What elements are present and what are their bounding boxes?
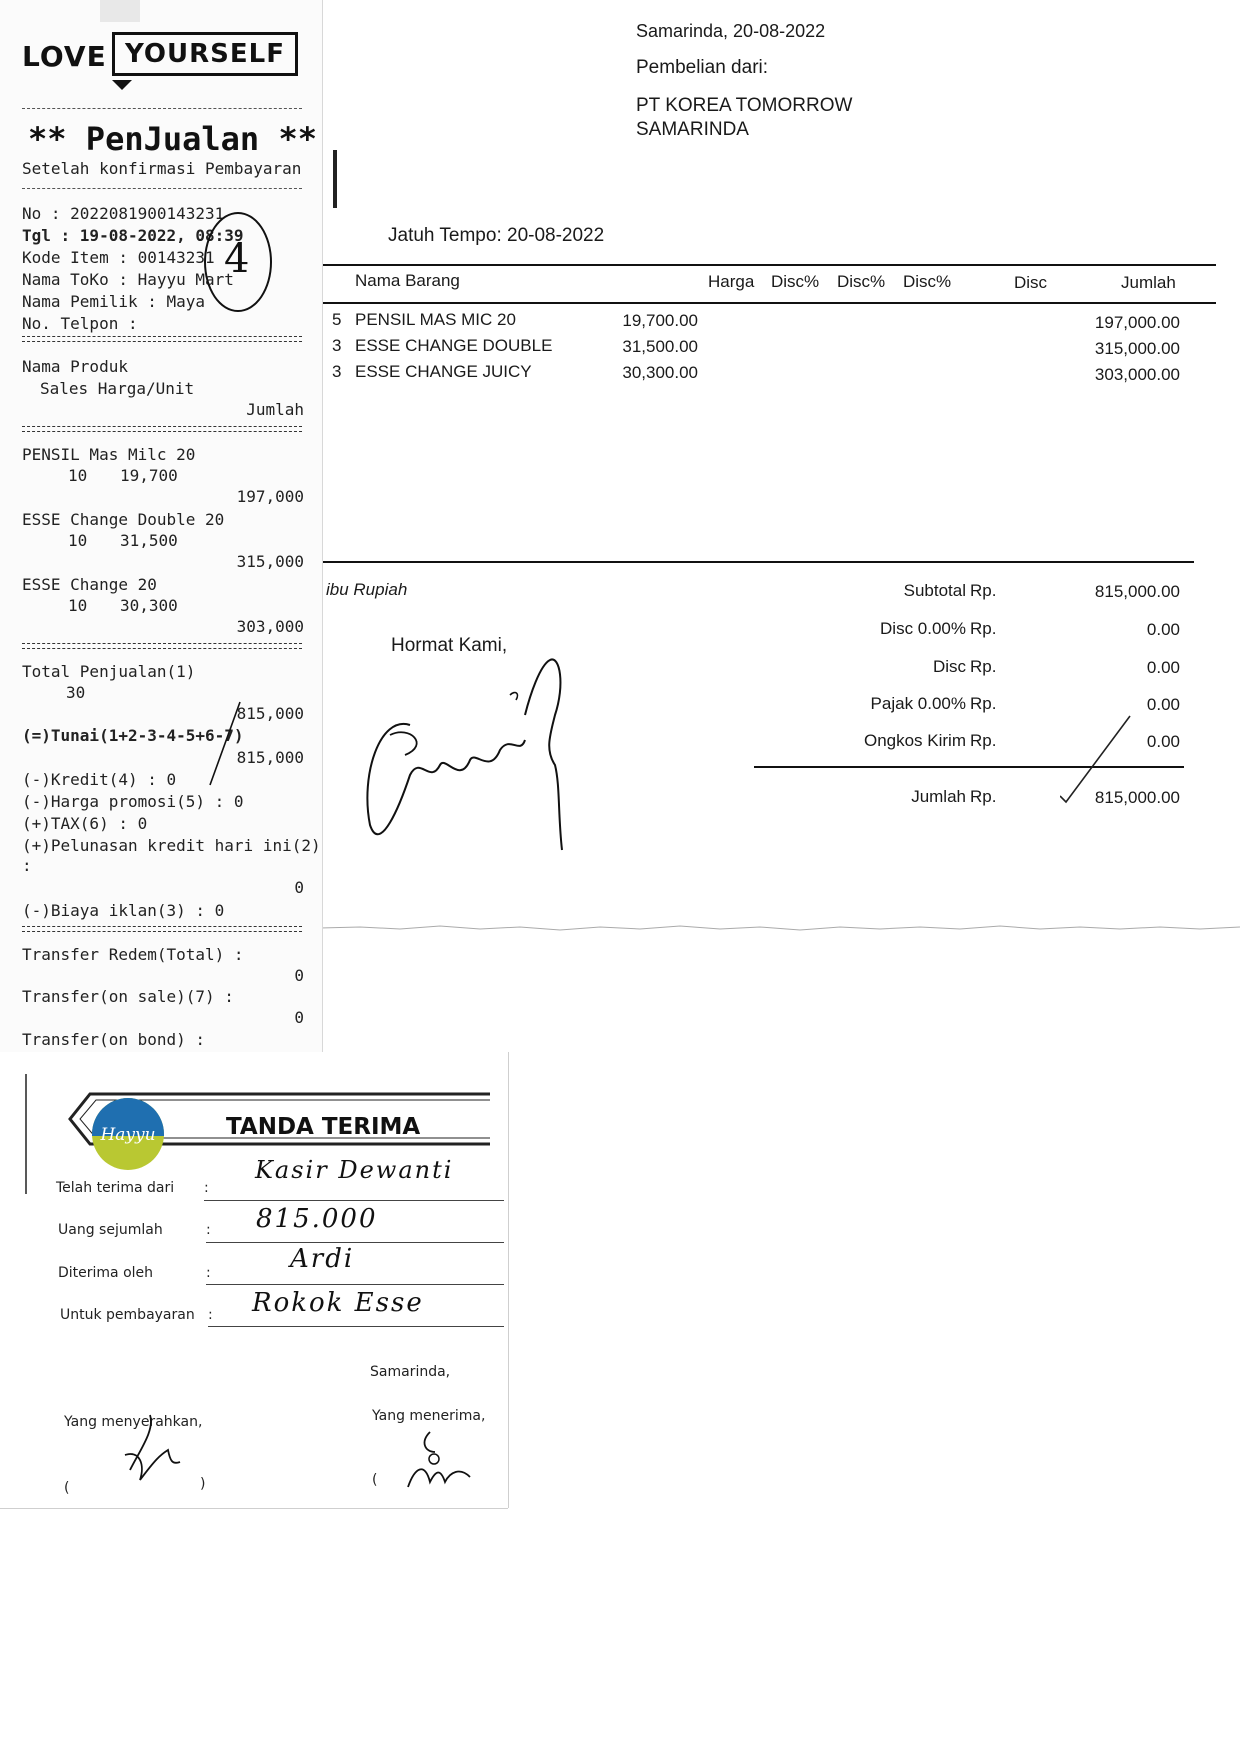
col-disc-pct-3: Disc% bbox=[903, 272, 952, 291]
col-nama-barang: Nama Barang bbox=[355, 271, 460, 290]
check-mark bbox=[1060, 714, 1160, 804]
col-product: Nama Produk bbox=[22, 357, 128, 376]
invoice-supplier-name: PT KOREA TOMORROW bbox=[636, 95, 853, 116]
col-disc-pct-2: Disc% bbox=[837, 272, 886, 291]
item-price: 30,300.00 bbox=[622, 363, 698, 382]
item-amount: 315,000.00 bbox=[1094, 339, 1180, 358]
field-colon: : bbox=[208, 1307, 213, 1323]
transfer-redem-value: 0 bbox=[294, 966, 304, 985]
total-value: 0.00 bbox=[1146, 658, 1180, 677]
invoice-sheet bbox=[320, 0, 1240, 930]
product-name: ESSE Change 20 bbox=[22, 575, 157, 594]
col-disc-pct-1: Disc% bbox=[771, 272, 820, 291]
col-disc: Disc bbox=[1014, 273, 1048, 292]
grand-total-value: 815,000.00 bbox=[1094, 788, 1180, 807]
invoice-purchase-from-label: Pembelian dari: bbox=[636, 57, 769, 78]
total-currency: Rp. bbox=[970, 657, 997, 676]
hayyu-logo bbox=[90, 1096, 166, 1172]
repayment-value: 0 bbox=[294, 878, 304, 897]
signature bbox=[350, 655, 590, 855]
logo-pointer bbox=[112, 80, 132, 90]
total-value: 0.00 bbox=[1146, 620, 1180, 639]
field-value-from: Kasir Dewanti bbox=[255, 1156, 454, 1184]
field-value-amount: 815.000 bbox=[256, 1204, 378, 1234]
product-unit-price: 30,300 bbox=[120, 596, 178, 615]
receipt-item-code: Kode Item : 00143231 bbox=[22, 248, 215, 267]
item-amount: 197,000.00 bbox=[1094, 313, 1180, 332]
total-label: Disc 0.00% bbox=[880, 619, 966, 638]
invoice-supplier-city: SAMARINDA bbox=[636, 119, 749, 140]
binder-mark bbox=[333, 150, 337, 208]
transfer-redem-label: Transfer Redem(Total) : bbox=[22, 945, 244, 964]
transfer-bond-label: Transfer(on bond) : bbox=[22, 1030, 206, 1049]
circled-mark-number: 4 bbox=[224, 236, 250, 282]
torn-edge bbox=[320, 924, 1240, 932]
field-line bbox=[206, 1284, 504, 1285]
giver-paren-close: ) bbox=[200, 1476, 206, 1492]
total-label: Subtotal bbox=[903, 581, 966, 600]
total-label: Pajak 0.00% bbox=[870, 694, 966, 713]
field-value-received-by: Ardi bbox=[290, 1244, 355, 1274]
thermal-receipt bbox=[0, 0, 322, 1052]
product-sales: 10 bbox=[68, 466, 88, 485]
total-currency: Rp. bbox=[970, 581, 997, 600]
amount-in-words: ibu Rupiah bbox=[326, 580, 408, 599]
receipt-slip bbox=[0, 1052, 508, 1508]
field-line bbox=[206, 1242, 504, 1243]
logo-love: LOVE bbox=[22, 40, 107, 73]
col-harga: Harga bbox=[708, 272, 755, 291]
cash-value: 815,000 bbox=[236, 748, 304, 767]
product-sales: 10 bbox=[68, 531, 88, 550]
total-currency: Rp. bbox=[970, 694, 997, 713]
promo-line: (-)Harga promosi(5) : 0 bbox=[22, 792, 244, 811]
total-sales-label: Total Penjualan(1) bbox=[22, 662, 196, 681]
item-qty: 3 bbox=[332, 362, 342, 381]
receiver-signature bbox=[400, 1427, 480, 1497]
field-colon: : bbox=[204, 1180, 209, 1196]
closing-text: Hormat Kami, bbox=[391, 635, 508, 656]
field-colon: : bbox=[206, 1222, 211, 1238]
item-name: ESSE CHANGE DOUBLE bbox=[355, 336, 553, 355]
double-divider bbox=[22, 426, 302, 432]
field-label-from: Telah terima dari bbox=[56, 1180, 175, 1196]
logo-yourself: YOURSELF bbox=[112, 32, 298, 76]
total-label: Ongkos Kirim bbox=[863, 731, 966, 750]
divider bbox=[22, 108, 302, 109]
hayyu-logo-text: Hayyu bbox=[100, 1125, 156, 1145]
giver-paren-open: ( bbox=[64, 1480, 70, 1496]
product-name: ESSE Change Double 20 bbox=[22, 510, 225, 529]
field-value-payment-for: Rokok Esse bbox=[252, 1288, 424, 1318]
col-jumlah: Jumlah bbox=[1121, 273, 1176, 292]
invoice-place-date: Samarinda, 20-08-2022 bbox=[636, 21, 826, 41]
item-name: PENSIL MAS MIC 20 bbox=[355, 310, 516, 329]
total-value: 0.00 bbox=[1146, 732, 1180, 751]
invoice-due-date: Jatuh Tempo: 20-08-2022 bbox=[388, 225, 605, 246]
col-sales-price: Sales Harga/Unit bbox=[40, 379, 195, 398]
total-value: 815,000.00 bbox=[1094, 582, 1180, 601]
receipt-owner-name: Nama Pemilik : Maya bbox=[22, 292, 206, 311]
slip-title: TANDA TERIMA bbox=[226, 1114, 421, 1140]
grand-total-label: Jumlah bbox=[911, 787, 966, 806]
product-name: PENSIL Mas Milc 20 bbox=[22, 445, 196, 464]
field-line bbox=[204, 1200, 504, 1201]
field-colon: : bbox=[206, 1265, 211, 1281]
divider bbox=[22, 188, 302, 189]
transfer-sale-value: 0 bbox=[294, 1008, 304, 1027]
receiver-paren-open: ( bbox=[372, 1472, 378, 1488]
receipt-date: Tgl : 19-08-2022, 08:39 bbox=[22, 226, 244, 245]
ad-cost-line: (-)Biaya iklan(3) : 0 bbox=[22, 901, 225, 920]
product-total: 197,000 bbox=[236, 487, 304, 506]
tax-line: (+)TAX(6) : 0 bbox=[22, 814, 148, 833]
item-qty: 3 bbox=[332, 336, 342, 355]
receipt-phone: No. Telpon : bbox=[22, 314, 138, 333]
repayment-colon: : bbox=[22, 856, 32, 875]
cash-label: (=)Tunai(1+2-3-4-5+6-7) bbox=[22, 726, 244, 745]
item-qty: 5 bbox=[332, 310, 342, 329]
field-label-payment-for: Untuk pembayaran bbox=[60, 1307, 195, 1323]
total-currency: Rp. bbox=[970, 619, 997, 638]
table-top-rule bbox=[320, 264, 1216, 266]
receipt-title: ** PenJualan ** bbox=[28, 120, 317, 158]
product-total: 303,000 bbox=[236, 617, 304, 636]
double-divider bbox=[22, 643, 302, 649]
credit-line: (-)Kredit(4) : 0 bbox=[22, 770, 177, 789]
field-label-received-by: Diterima oleh bbox=[58, 1265, 154, 1281]
repayment-line: (+)Pelunasan kredit hari ini(2) bbox=[22, 836, 321, 855]
total-sales-value: 815,000 bbox=[236, 704, 304, 723]
receipt-subtitle: Setelah konfirmasi Pembayaran bbox=[22, 159, 302, 178]
receipt-store-name: Nama ToKo : Hayyu Mart bbox=[22, 270, 234, 289]
table-bottom-rule bbox=[320, 561, 1194, 563]
total-label: Disc bbox=[932, 657, 966, 676]
product-unit-price: 19,700 bbox=[120, 466, 178, 485]
tape-remnant bbox=[100, 0, 140, 22]
item-price: 31,500.00 bbox=[622, 337, 698, 356]
double-divider bbox=[22, 926, 302, 932]
total-currency: Rp. bbox=[970, 731, 997, 750]
transfer-sale-label: Transfer(on sale)(7) : bbox=[22, 987, 234, 1006]
grand-total-currency: Rp. bbox=[970, 787, 997, 806]
giver-label: Yang menyerahkan, bbox=[64, 1414, 203, 1430]
item-name: ESSE CHANGE JUICY bbox=[355, 362, 532, 381]
item-price: 19,700.00 bbox=[622, 311, 698, 330]
receipt-no: No : 2022081900143231 bbox=[22, 204, 225, 223]
table-header-rule bbox=[320, 302, 1216, 304]
total-sales-qty: 30 bbox=[66, 683, 86, 702]
product-sales: 10 bbox=[68, 596, 88, 615]
giver-signature bbox=[120, 1410, 190, 1490]
double-divider bbox=[22, 336, 302, 342]
field-line bbox=[208, 1326, 504, 1327]
item-amount: 303,000.00 bbox=[1094, 365, 1180, 384]
product-total: 315,000 bbox=[236, 552, 304, 571]
slip-place: Samarinda, bbox=[370, 1364, 451, 1380]
col-total: Jumlah bbox=[246, 400, 304, 419]
receiver-label: Yang menerima, bbox=[372, 1408, 486, 1424]
field-label-amount: Uang sejumlah bbox=[58, 1222, 163, 1238]
total-value: 0.00 bbox=[1146, 695, 1180, 714]
pen-stroke bbox=[200, 700, 250, 790]
product-unit-price: 31,500 bbox=[120, 531, 178, 550]
